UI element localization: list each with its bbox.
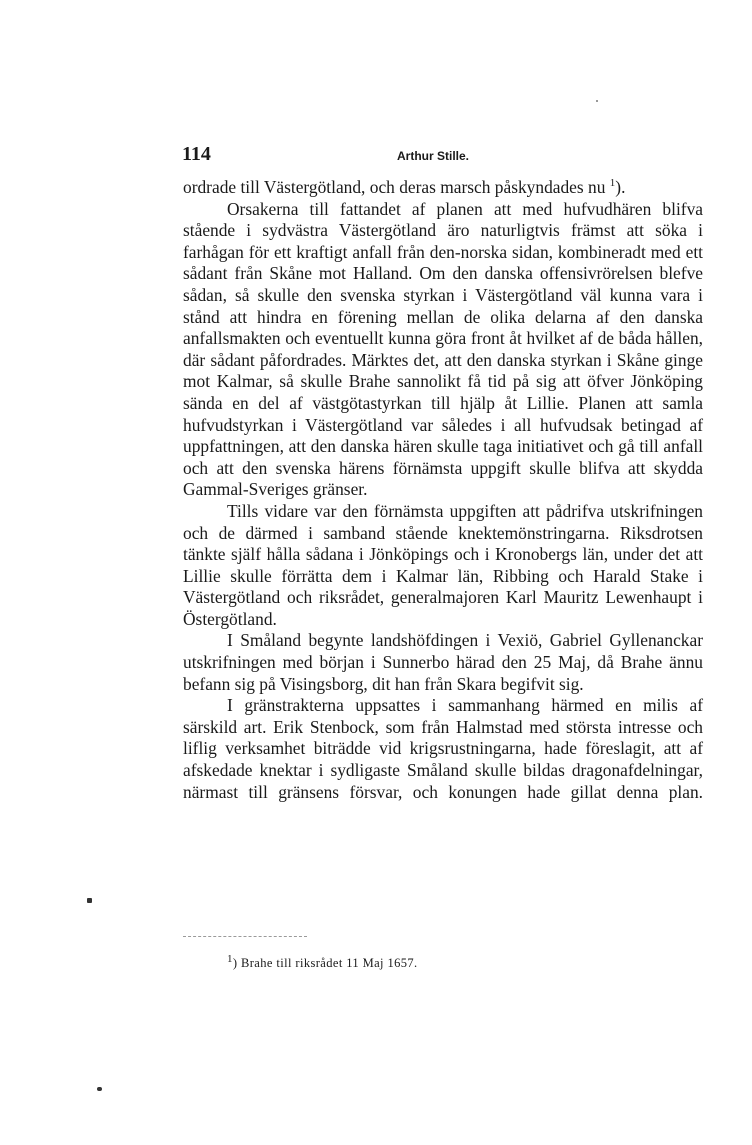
paragraph-1 [183,177,703,199]
page-number: 114 [182,143,211,165]
footnote-text: ) Brahe till riksrådet 11 Maj 1657. [232,956,418,970]
paragraph-1-end: ). [615,177,626,197]
paragraph-1-text: ordrade till Västergötland, och deras marsch påskyndades nu [183,177,606,197]
body-text [183,177,703,803]
paragraph-2: Orsakerna till fattandet af planen att med hufvudhären blifva stående i sydvästra Västergötland äro naturligtvis främst att söka i farhågan för ett kraftigt anfall från den-norska sidan, kombineradt med ett sådant från Skåne mot Halland. Om den danska offensivrörelsen blefve sådan, så skulle den svenska styrkan i Västergötland väl kunna vara i stånd att hindra en förening mellan de olika delarna af den danska anfallsmakten och eventuellt kunna göra front åt hvilket af de båda hållen, där sådant påfordrades. Märktes det, att den danska styrkan i Skåne ginge mot Kalmar, så skulle Brahe sannolikt få tid på sig att öfver Jönköping sända en del af västgötastyrkan till hjälp åt Lillie. Planen att samla hufvudstyrkan i Västergötland var således i all hufvudsak betingad af uppfattningen, att den danska hären skulle taga initiativet och gå till anfall och att den svenska härens förnämsta uppgift skulle blifva att skydda Gammal-Sveriges gränser. [183,198,703,500]
footnote-reference: 1 [609,177,616,190]
paragraph-5: I gränstrakterna uppsattes i sammanhang härmed en milis af särskild art. Erik Stenbock, som från Halmstad med största intresse och liflig verksamhet biträdde vid krigsrustningarna, hade föreslagit, att af afskedade knektar i sydligaste Småland skulle bildas dragonafdelningar, närmast till gränsens försvar, och konungen hade gillat denna plan. [183,695,703,802]
paragraph-3: Tills vidare var den förnämsta uppgiften att pådrifva utskrifningen och de därmed i samband stående knektemönstringarna. Riksdrotsen tänkte själf hålla sådana i Jönköpings och i Kronobergs län, under det att Lillie skulle förrätta dem i Kalmar län, Ribbing och Harald Stake i Västergötland och riksrådet, generalmajoren Karl Mauritz Lewenhaupt i Östergötland. [183,500,703,629]
footnote-mark: 1 [227,952,233,965]
footnote [227,952,418,971]
footnote-divider [183,936,307,937]
running-head: Arthur Stille. [397,149,470,163]
ink-speck [87,898,92,903]
ink-speck [97,1087,102,1091]
paragraph-4: I Småland begynte landshöfdingen i Vexiö, Gabriel Gyllenanckar utskrifningen med början i Sunnerbo härad den 25 Maj, då Brahe ännu befann sig på Visingsborg, dit han från Skara begifvit sig. [183,630,703,694]
ink-speck [596,100,598,102]
